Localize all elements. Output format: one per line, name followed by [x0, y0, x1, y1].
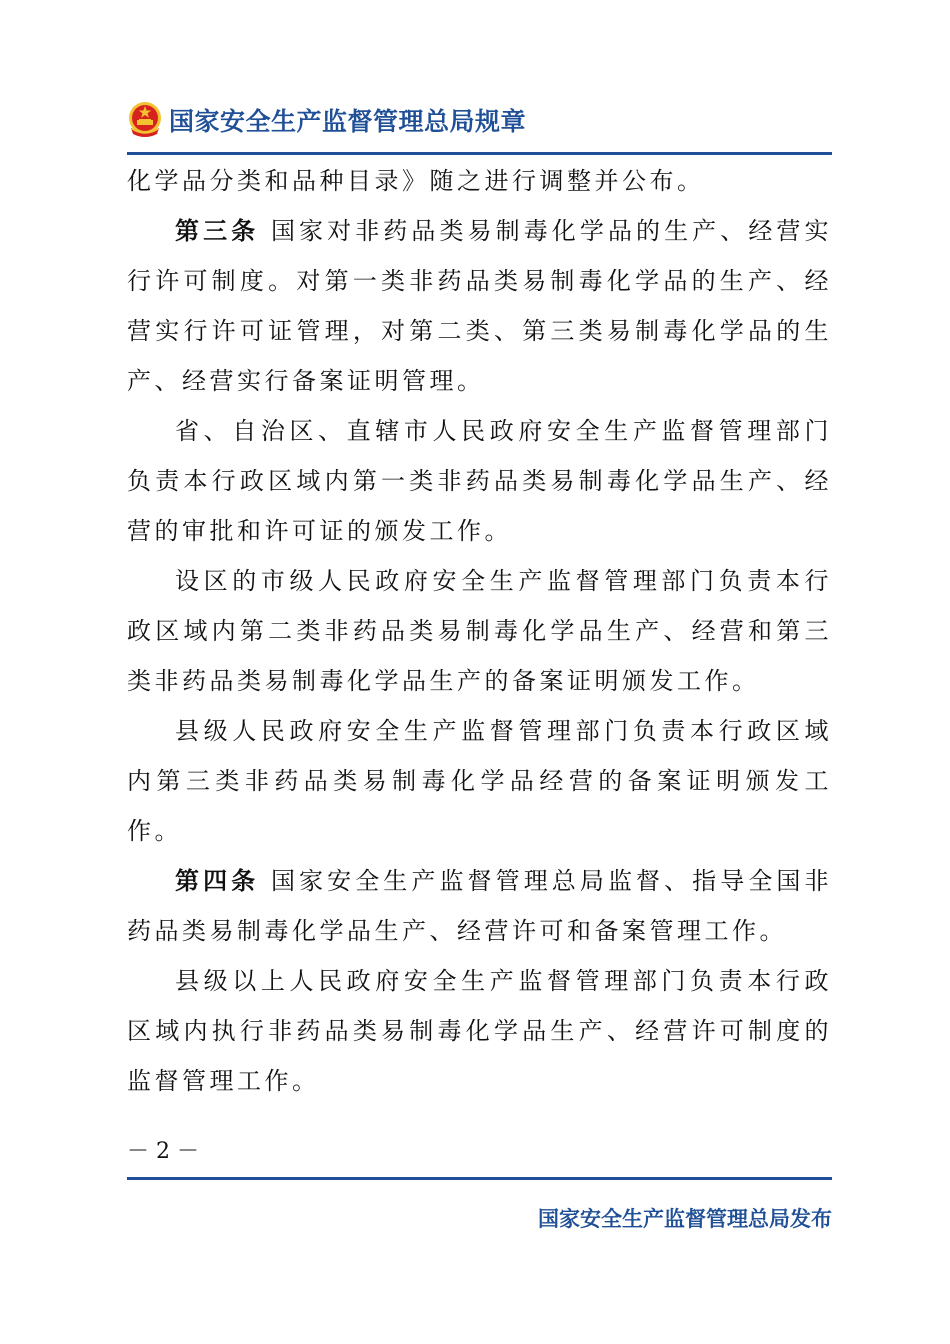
header-title: 国家安全生产监督管理总局规章: [169, 107, 527, 136]
paragraph-provincial: 省、自治区、直辖市人民政府安全生产监督管理部门负责本行政区域内第一类非药品类易制毒化学品生产、经营的审批和许可证的颁发工作。: [127, 417, 832, 545]
paragraph-continuation: 化学品分类和品种目录》随之进行调整并公布。: [127, 167, 705, 195]
article-4-paragraph: [127, 856, 832, 956]
article-3-gap: [259, 217, 271, 245]
paragraph-municipal: 设区的市级人民政府安全生产监督管理部门负责本行政区域内第二类非药品类易制毒化学品生产、经营和第三类非药品类易制毒化学品生产的备案证明颁发工作。: [127, 567, 832, 695]
article-4-label: 第四条: [175, 867, 260, 895]
article-4-gap: [259, 867, 271, 895]
footer-publisher: 国家安全生产监督管理总局发布: [538, 1207, 832, 1231]
paragraph-county-above: 县级以上人民政府安全生产监督管理部门负责本行政区域内执行非药品类易制毒化学品生产、经营许可制度的监督管理工作。: [127, 967, 832, 1095]
footer-divider: [127, 1177, 832, 1180]
header-divider: [127, 152, 832, 155]
paragraph-county: 县级人民政府安全生产监督管理部门负责本行政区域内第三类非药品类易制毒化学品经营的备案证明颁发工作。: [127, 717, 832, 845]
article-3-text: 国家对非药品类易制毒化学品的生产、经营实行许可制度。对第一类非药品类易制毒化学品的生产、经营实行许可证管理，对第二类、第三类易制毒化学品的生产、经营实行备案证明管理。: [127, 217, 833, 395]
article-4-text: 国家安全生产监督管理总局监督、指导全国非药品类易制毒化学品生产、经营许可和备案管理工作。: [127, 867, 833, 945]
article-3-label: 第三条: [175, 217, 260, 245]
page-header: [127, 98, 832, 144]
national-emblem-icon: [127, 100, 163, 138]
document-body: [127, 156, 832, 1106]
article-3-paragraph: [127, 206, 832, 406]
page-number: － 2 －: [127, 1139, 199, 1164]
